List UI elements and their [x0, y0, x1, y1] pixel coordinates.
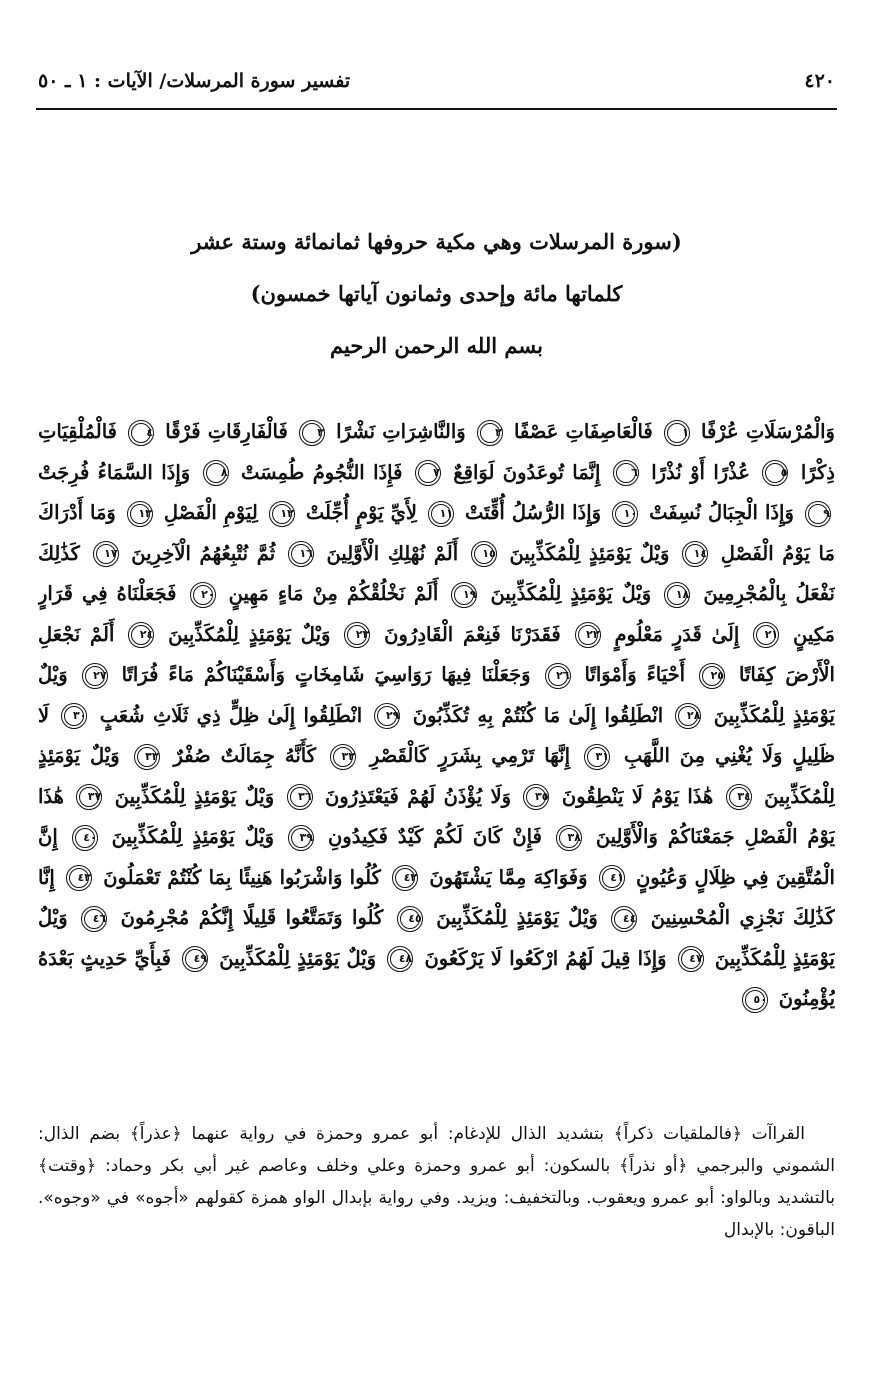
verse-text: فَجَعَلْنَاهُ فِي قَرَارٍ مَكِينٍ [38, 582, 835, 646]
verse-number-marker: ٣٤ [726, 784, 752, 810]
verse-text: أَحْيَاءً وَأَمْوَاتًا [584, 663, 686, 686]
verse-number-marker: ١٥ [471, 541, 497, 567]
verse-number-marker: ٢١ [753, 622, 779, 648]
verse-number-marker: ٤٦ [81, 906, 107, 932]
verse-text: إِنَّ الْمُتَّقِينَ فِي ظِلَالٍ وَعُيُونٍ [38, 825, 835, 889]
verse-text: كُلُوا وَتَمَتَّعُوا قَلِيلًا إِنَّكُمْ مُجْرِمُونَ [120, 906, 384, 929]
verse-text: فَإِذَا النُّجُومُ طُمِسَتْ [240, 460, 403, 484]
verse-number-marker: ٤٤ [611, 906, 637, 932]
verse-number-marker: ٢ [477, 420, 503, 446]
verse-text: ثُمَّ نُتْبِعُهُمُ الْآخِرِينَ [131, 541, 276, 565]
verse-text: فَقَدَرْنَا فَنِعْمَ الْقَادِرُونَ [384, 622, 561, 646]
verse-number-marker: ٢٨ [675, 703, 701, 729]
verse-text: أَلَمْ نَخْلُقْكُمْ مِنْ مَاءٍ مَهِينٍ [228, 582, 439, 605]
verse-text: وَإِذَا الْجِبَالُ نُسِفَتْ [649, 501, 794, 524]
header-rule [36, 108, 837, 110]
verse-number-marker: ٨ [203, 460, 229, 486]
verse-number-marker: ١٠ [612, 501, 638, 527]
verse-text: وَفَوَاكِهَ مِمَّا يَشْتَهُونَ [429, 865, 588, 889]
verse-number-marker: ١٧ [93, 541, 119, 567]
verse-text: إِلَىٰ قَدَرٍ مَعْلُومٍ [614, 622, 740, 646]
verse-text: وَيْلٌ يَوْمَئِذٍ لِلْمُكَذِّبِينَ [38, 906, 835, 970]
verse-text: هَٰذَا يَوْمُ لَا يَنْطِقُونَ [561, 784, 714, 808]
verse-number-marker: ٤٥ [397, 906, 423, 932]
verse-number-marker: ٤ [128, 420, 154, 446]
verse-text: عُذْرًا أَوْ نُذْرًا [651, 460, 751, 484]
verse-text: فَالْمُلْقِيَاتِ ذِكْرًا [38, 420, 835, 484]
verse-text: وَالنَّاشِرَاتِ نَشْرًا [336, 420, 466, 443]
verse-number-marker: ٣ [299, 420, 325, 446]
verse-number-marker: ٤٩ [182, 946, 208, 972]
verse-number-marker: ١١ [428, 501, 454, 527]
verse-number-marker: ٣٩ [288, 825, 314, 851]
verse-text: إِنَّهَا تَرْمِي بِشَرَرٍ كَالْقَصْرِ [369, 744, 571, 767]
verse-number-marker: ١٤ [682, 541, 708, 567]
verse-number-marker: ٢٤ [128, 622, 154, 648]
verse-number-marker: ٤٨ [387, 946, 413, 972]
verse-number-marker: ٩ [805, 501, 831, 527]
verse-number-marker: ١٨ [664, 582, 690, 608]
verse-number-marker: ٣٨ [556, 825, 582, 851]
verse-text: إِنَّمَا تُوعَدُونَ لَوَاقِعٌ [453, 460, 601, 484]
verse-text: وَيْلٌ يَوْمَئِذٍ لِلْمُكَذِّبِينَ [168, 622, 331, 646]
verse-number-marker: ٤٧ [678, 946, 704, 972]
verse-text: وَيْلٌ يَوْمَئِذٍ لِلْمُكَذِّبِينَ [111, 825, 275, 848]
verse-text: وَيْلٌ يَوْمَئِذٍ لِلْمُكَذِّبِينَ [490, 582, 652, 605]
verse-text: كَذَٰلِكَ نَفْعَلُ بِالْمُجْرِمِينَ [38, 541, 835, 605]
verse-text: وَمَا أَدْرَاكَ مَا يَوْمُ الْفَصْلِ [38, 501, 835, 565]
verse-text: وَإِذَا السَّمَاءُ فُرِجَتْ [38, 460, 191, 484]
verse-number-marker: ٥ [762, 460, 788, 486]
verse-number-marker: ٢٥ [699, 663, 725, 689]
verse-text: انْطَلِقُوا إِلَىٰ مَا كُنْتُمْ بِهِ تُكَذِّبُونَ [412, 703, 664, 727]
verse-text: فَالْفَارِقَاتِ فَرْقًا [165, 420, 288, 443]
verse-text: انْطَلِقُوا إِلَىٰ ظِلٍّ ذِي ثَلَاثِ شُعَبٍ [99, 703, 363, 727]
verse-number-marker: ٣٥ [523, 784, 549, 810]
verse-number-marker: ٣٠ [61, 703, 87, 729]
verse-number-marker: ١٩ [451, 582, 477, 608]
verse-text: وَلَا يُؤْذَنُ لَهُمْ فَيَعْتَذِرُونَ [324, 784, 512, 808]
verse-number-marker: ٢٧ [82, 663, 108, 689]
verse-number-marker: ٣٦ [287, 784, 313, 810]
running-title: تفسير سورة المرسلات/ الآيات : ١ ـ ٥٠ [38, 70, 351, 92]
verse-text: كُلُوا وَاشْرَبُوا هَنِيئًا بِمَا كُنْتُمْ تَعْمَلُونَ [103, 865, 381, 889]
verse-text: أَلَمْ نَجْعَلِ الْأَرْضَ كِفَاتًا [38, 622, 835, 686]
verse-text: فَبِأَيِّ حَدِيثٍ بَعْدَهُ يُؤْمِنُونَ [38, 946, 835, 1010]
verse-text: لِيَوْمِ الْفَصْلِ [163, 501, 258, 524]
verse-text: وَإِذَا الرُّسُلُ أُقِّتَتْ [465, 501, 602, 524]
verse-text: وَالْمُرْسَلَاتِ عُرْفًا [701, 420, 835, 443]
surah-info-line-1: (سورة المرسلات وهي مكية حروفها ثمانمائة وستة عشر [191, 229, 682, 254]
verse-number-marker: ٥٠ [742, 987, 768, 1013]
verse-number-marker: ١ [664, 420, 690, 446]
verse-text: كَأَنَّهُ جِمَالَتٌ صُفْرٌ [173, 744, 316, 767]
verse-number-marker: ١٦ [288, 541, 314, 567]
page-header [38, 70, 835, 92]
verse-number-marker: ٤٠ [72, 825, 98, 851]
verse-text: فَإِنْ كَانَ لَكُمْ كَيْدٌ فَكِيدُونِ [327, 825, 542, 848]
verse-text: هَٰذَا يَوْمُ الْفَصْلِ جَمَعْنَاكُمْ وَالْأَوَّلِينَ [38, 784, 835, 848]
verse-number-marker: ١٣ [127, 501, 153, 527]
surah-intro [60, 216, 813, 372]
surah-info-line-2: كلماتها مائة وإحدى وثمانون آياتها خمسون) [250, 281, 623, 306]
verse-text: لِأَيِّ يَوْمٍ أُجِّلَتْ [305, 501, 417, 524]
verse-text: وَإِذَا قِيلَ لَهُمُ ارْكَعُوا لَا يَرْكَعُونَ [424, 946, 667, 970]
page-number: ٤٢٠ [804, 70, 835, 92]
verse-text: إِنَّا كَذَٰلِكَ نَجْزِي الْمُحْسِنِينَ [38, 865, 835, 929]
verse-number-marker: ٣١ [584, 744, 610, 770]
readings-note [38, 1118, 835, 1246]
verse-number-marker: ٢٣ [344, 622, 370, 648]
verse-number-marker: ٣٢ [330, 744, 356, 770]
verse-number-marker: ٤٢ [392, 865, 418, 891]
verse-text: لَا ظَلِيلٍ وَلَا يُغْنِي مِنَ اللَّهَبِ [38, 703, 835, 767]
verse-number-marker: ٢٦ [545, 663, 571, 689]
readings-text: القراآت ﴿فالملقيات ذكراً﴾ بتشديد الذال للإدغام: أبو عمرو وحمزة في رواية عنهما ﴿عذراً﴾ بضم الذال: الشموني والبرجمي ﴿أو نذراً﴾ بالسكون: أبو عمرو وحمزة وعلي وخلف وعاصم غير أبي بكر وحماد: ﴿وقتت﴾ بالتشديد وبالواو: أبو عمرو ويعقوب. وبالتخفيف: ويزيد. وفي رواية بإبدال الواو همزة كقولهم «أجوه» في «وجوه». الباقون: بالإبدال [38, 1124, 835, 1240]
verse-text: فَالْعَاصِفَاتِ عَصْفًا [513, 420, 653, 443]
verse-number-marker: ٢٢ [575, 622, 601, 648]
verse-number-marker: ٤٣ [66, 865, 92, 891]
verse-text: وَيْلٌ يَوْمَئِذٍ لِلْمُكَذِّبِينَ [38, 744, 835, 808]
verse-text: أَلَمْ نُهْلِكِ الْأَوَّلِينَ [326, 541, 459, 565]
verse-text: وَيْلٌ يَوْمَئِذٍ لِلْمُكَذِّبِينَ [114, 784, 275, 808]
verse-text: وَيْلٌ يَوْمَئِذٍ لِلْمُكَذِّبِينَ [509, 541, 670, 565]
verse-text: وَيْلٌ يَوْمَئِذٍ لِلْمُكَذِّبِينَ [219, 946, 377, 970]
verse-text: وَيْلٌ يَوْمَئِذٍ لِلْمُكَذِّبِينَ [436, 906, 598, 929]
verse-text: وَيْلٌ يَوْمَئِذٍ لِلْمُكَذِّبِينَ [38, 663, 835, 727]
verse-number-marker: ١٢ [269, 501, 295, 527]
verse-number-marker: ٦ [613, 460, 639, 486]
verse-text: وَجَعَلْنَا فِيهَا رَوَاسِيَ شَامِخَاتٍ وَأَسْقَيْنَاكُمْ مَاءً فُرَاتًا [121, 663, 531, 686]
verse-number-marker: ٧ [415, 460, 441, 486]
verse-number-marker: ٤١ [599, 865, 625, 891]
verse-number-marker: ٢٠ [190, 582, 216, 608]
verse-number-marker: ٢٩ [374, 703, 400, 729]
verses-block [38, 412, 835, 1082]
verse-number-marker: ٣٣ [134, 744, 160, 770]
verse-number-marker: ٣٧ [76, 784, 102, 810]
basmala: بسم الله الرحمن الرحيم [330, 333, 543, 358]
